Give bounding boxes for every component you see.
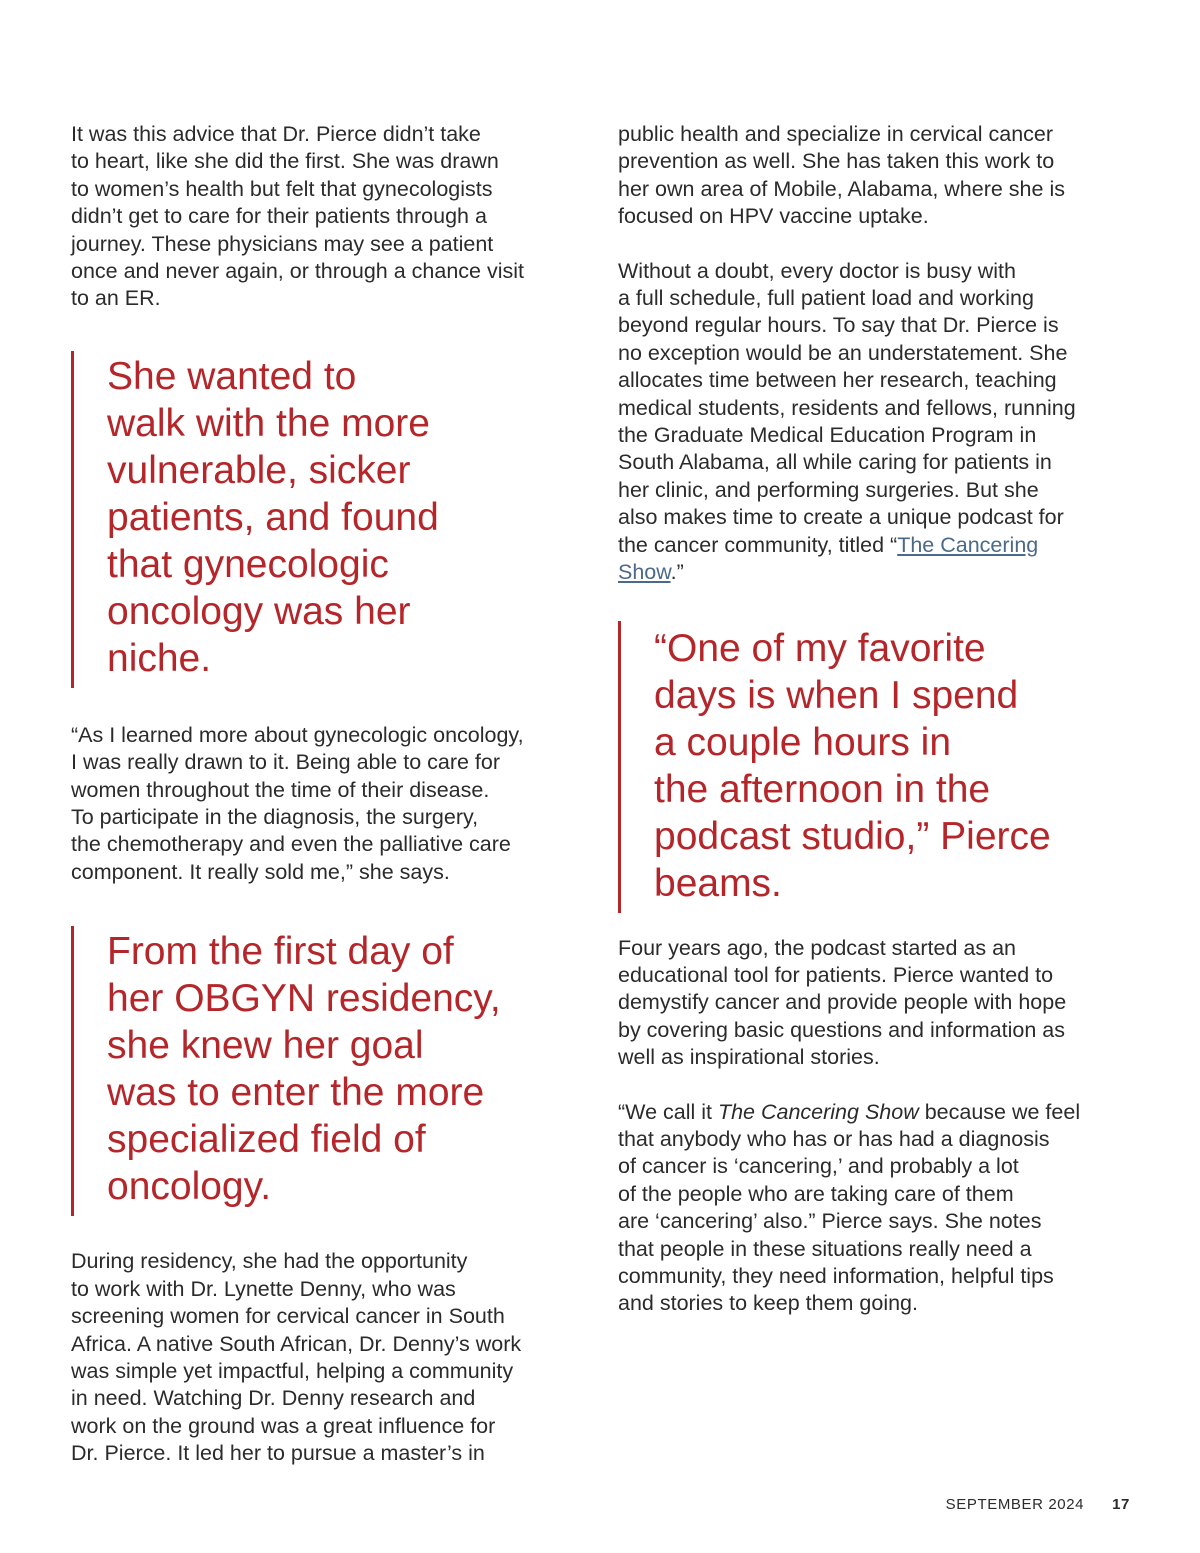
right-paragraph-2-text: Without a doubt, every doctor is busy with a full schedule, full patient load and working beyond regular hours. To say that Dr. Pierce is no exception would be an understatement. She allocates time between her research, teaching medical students, residents and fellows, running the Graduate Medical Education Program in South Alabama, all while caring for patients in her clinic, and performing surgeries. But she also makes time to create a unique podcast for the cancer community, titled “ <box>618 258 1076 557</box>
left-column <box>71 121 591 1468</box>
podcast-title: The Cancering Show <box>717 1099 919 1124</box>
issue-date: SEPTEMBER 2024 <box>945 1496 1085 1513</box>
right-paragraph-3: Four years ago, the podcast started as an educational tool for patients. Pierce wanted to demystify cancer and provide people with hope by covering basic questions and information as well as inspirational stories. <box>618 935 1067 1070</box>
left-paragraph-3: During residency, she had the opportunity to work with Dr. Lynette Denny, who was screening women for cervical cancer in South Africa. A native South African, Dr. Denny’s work was simple yet impactful, helping a community in need. Watching Dr. Denny research and work on the ground was a great influence for Dr. Pierce. It led her to pursue a master’s in <box>71 1249 522 1466</box>
right-paragraph-4-end: because we feel that anybody who has or has had a diagnosis of cancer is ‘cancering,’ and probably a lot of the people who are taking care of them are ‘cancering’ also.” Pierce says. She notes that people in these situations really need a community, they need information, helpful tips and stories to keep them going. <box>618 1099 1081 1316</box>
page-number: 17 <box>1112 1496 1130 1513</box>
pull-quote-podcast-studio <box>618 621 1143 913</box>
pull-quote-2-text: From the first day of her OBGYN residency, she knew her goal was to enter the more specialized field of oncology. <box>107 930 501 1209</box>
left-paragraph-1: It was this advice that Dr. Pierce didn’t take to heart, like she did the first. She was drawn to women’s health but felt that gynecologists didn’t get to care for their patients through a journey. These physicians may see a patient once and never again, or through a chance visit to an ER. <box>71 122 524 311</box>
pull-quote-3-text: “One of my favorite days is when I spend a couple hours in the afternoon in the podcast studio,” Pierce beams. <box>654 626 1051 905</box>
left-paragraph-2: “As I learned more about gynecologic oncology, I was really drawn to it. Being able to care for women throughout the time of their disease. To participate in the diagnosis, the surgery, the chemotherapy and even the palliative care component. It really sold me,” she says. <box>71 722 524 884</box>
pull-quote-obgyn-residency <box>71 926 591 1216</box>
right-column <box>618 121 1143 1318</box>
right-paragraph-2-end: .” <box>670 560 684 585</box>
right-paragraph-4-start: “We call it <box>618 1099 718 1124</box>
right-paragraph-4 <box>618 1099 1143 1318</box>
pull-quote-vulnerable-patients <box>71 351 591 688</box>
pull-quote-1-text: She wanted to walk with the more vulnerable, sicker patients, and found that gynecologic oncology was her niche. <box>107 354 439 680</box>
right-paragraph-1: public health and specialize in cervical cancer prevention as well. She has taken this work to her own area of Mobile, Alabama, where she is focused on HPV vaccine uptake. <box>618 122 1065 229</box>
cancering-show-link[interactable]: The Cancering Show <box>618 532 1039 585</box>
page-footer <box>946 1496 1130 1513</box>
right-paragraph-2 <box>618 258 1143 587</box>
